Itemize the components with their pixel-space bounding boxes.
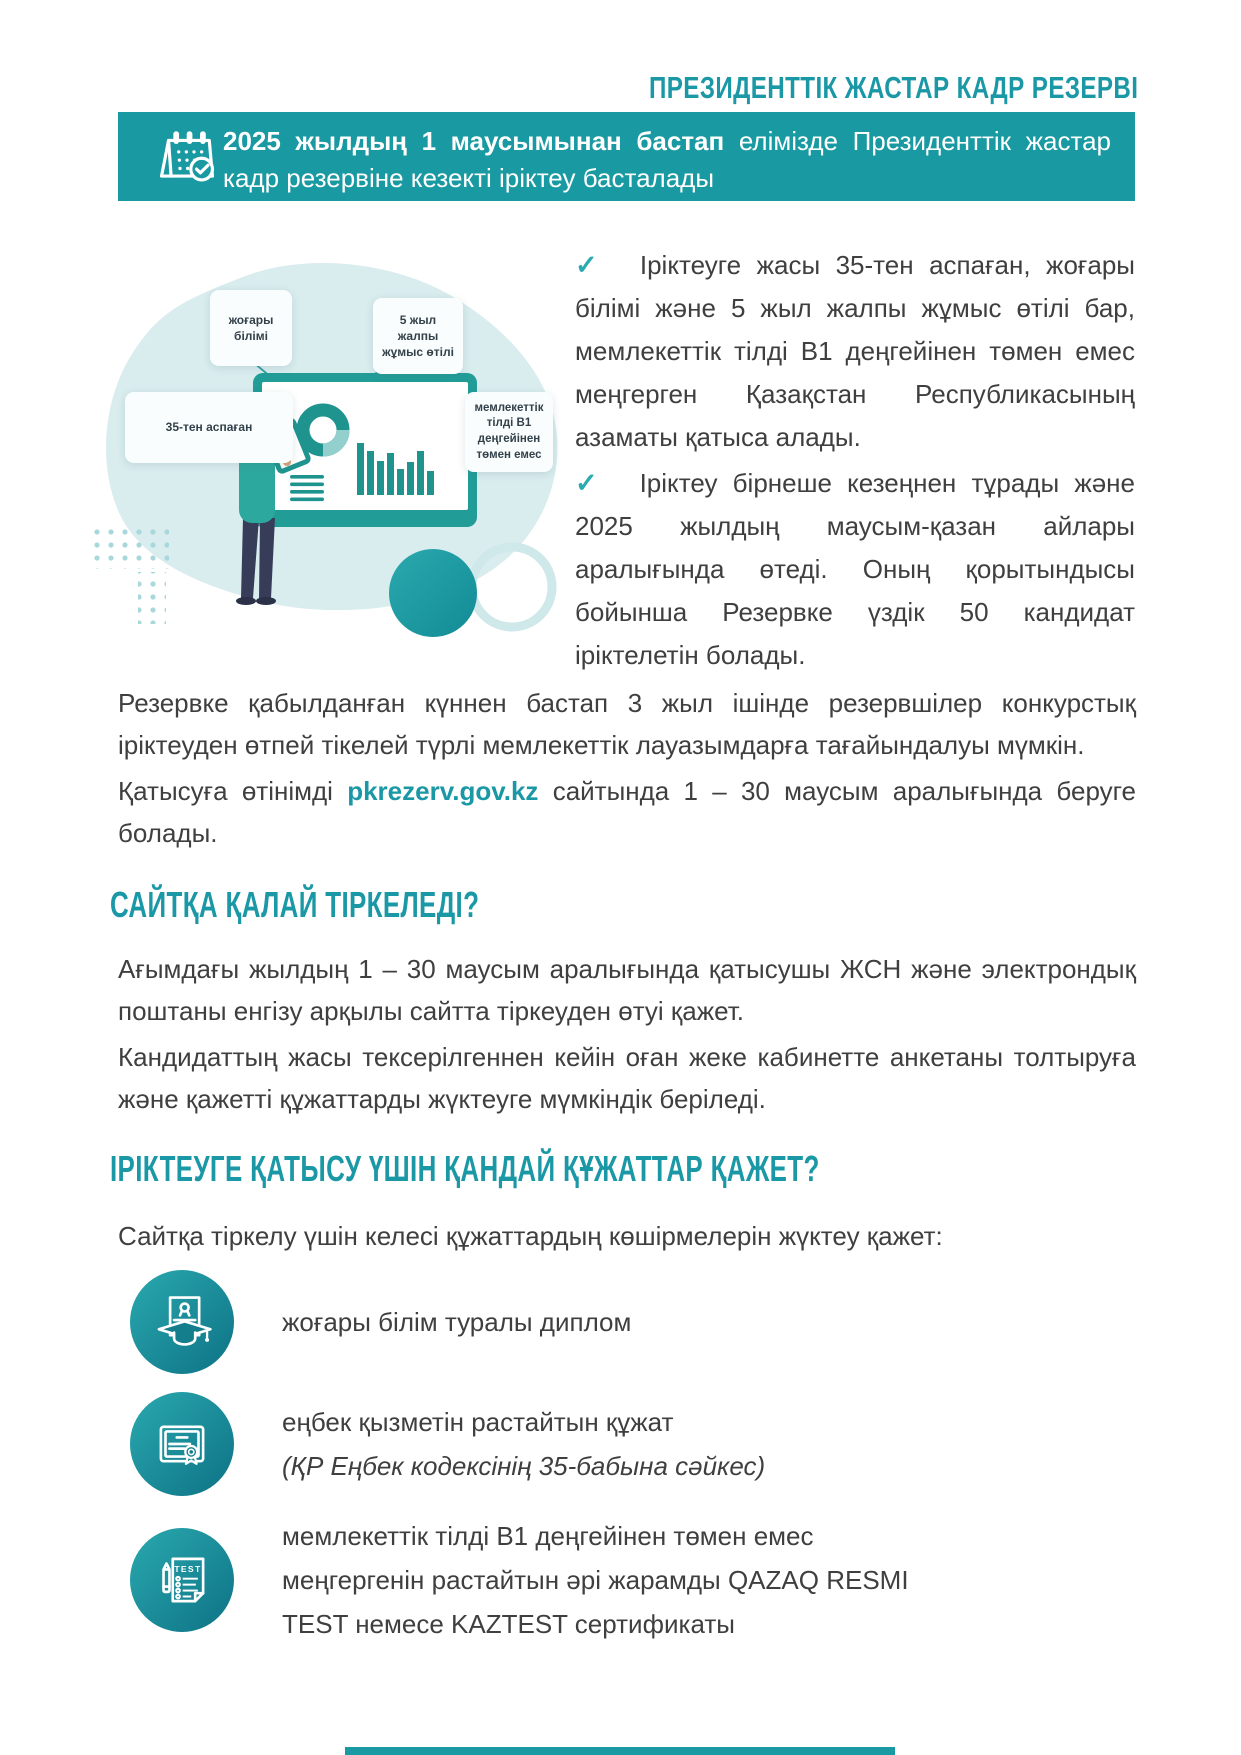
requirement-item xyxy=(575,244,1135,459)
register-paragraph-1: Ағымдағы жылдың 1 – 30 маусым аралығында қатысушы ЖСН және электрондық поштаны енгізу арқылы сайтта тіркеуден өтуі қажет. xyxy=(118,954,1136,1026)
check-icon: ✓ xyxy=(575,468,606,498)
label-experience: 5 жыл жалпы жұмыс өтілі xyxy=(373,298,463,374)
documents-intro: Сайтқа тіркелу үшін келесі құжаттардың көшірмелерін жүктеу қажет: xyxy=(118,1221,943,1251)
document-item xyxy=(130,1270,962,1374)
document-text: мемлекеттік тілді В1 деңгейінен төмен емес меңгергенін растайтын әрі жарамды QAZAQ RESMI TEST немесе KAZTEST сертификаты xyxy=(282,1521,909,1639)
requirement-item xyxy=(575,462,1135,677)
intro-paragraph: Резервке қабылданған күннен бастап 3 жыл ішінде резервшілер конкурстық іріктеуден өтпей тікелей түрлі мемлекеттік лауазымдарға тағайындалуы мүмкін. xyxy=(118,688,1136,760)
banner-rest: елімізде Президенттік жастар кадр резервіне кезекті іріктеу басталады xyxy=(223,126,1111,193)
register-paragraph-2: Кандидаттың жасы тексерілгеннен кейін оған жеке кабинетте анкетаны толтыруға және қажетті құжаттарды жүктеуге мүмкіндік беріледі. xyxy=(118,1042,1136,1114)
test-certificate-icon xyxy=(130,1528,234,1632)
document-text: еңбек қызметін растайтын құжат (ҚР Еңбек кодексінің 35-бабына сәйкес) xyxy=(282,1407,766,1481)
banner-text xyxy=(223,123,1111,197)
footer-accent-bar xyxy=(345,1747,895,1755)
teal-circle xyxy=(389,549,477,637)
pkrezerv-link[interactable]: pkrezerv.gov.kz xyxy=(347,776,539,806)
document-text: жоғары білім туралы диплом xyxy=(282,1307,632,1337)
calendar-check-icon xyxy=(152,125,222,189)
announcement-banner xyxy=(118,112,1135,201)
label-language: мемлекеттік тілді B1 деңгейінен төмен емес xyxy=(465,392,553,472)
certificate-icon xyxy=(130,1392,234,1496)
banner-date-bold: 2025 жылдың 1 маусымынан бастап xyxy=(223,126,725,156)
section-heading-documents: ІРІКТЕУГЕ ҚАТЫСУ ҮШІН ҚАНДАЙ ҚҰЖАТТАР ҚАЖЕТ? xyxy=(110,1148,820,1189)
diploma-icon xyxy=(130,1270,234,1374)
section-heading-register: САЙТҚА ҚАЛАЙ ТІРКЕЛЕДІ? xyxy=(110,884,480,925)
document-item xyxy=(130,1514,962,1646)
svg-text:TEST: TEST xyxy=(174,1564,202,1575)
requirements-illustration xyxy=(80,230,580,640)
check-icon: ✓ xyxy=(575,250,606,280)
ring-circle xyxy=(472,547,552,627)
label-age: 35-тен аспаған xyxy=(125,392,293,463)
label-education: жоғары білімі xyxy=(210,290,292,366)
requirement-text: Іріктеуге жасы 35-тен аспаған, жоғары білімі және 5 жыл жалпы жұмыс өтілі бар, мемлекеттік тілді В1 деңгейінен төмен емес меңгерген Қазақстан Республикасының азаматы қатыса алады. xyxy=(575,250,1135,452)
document-item xyxy=(130,1392,962,1496)
page-title: ПРЕЗИДЕНТТІК ЖАСТАР КАДР РЕЗЕРВІ xyxy=(648,70,1138,105)
requirement-text: Іріктеу бірнеше кезеңнен тұрады және 2025 жылдың маусым-қазан айлары аралығында өтеді. Оның қорытындысы бойынша Резервке үздік 50 кандидат іріктелетін болады. xyxy=(575,468,1135,670)
application-paragraph: Қатысуға өтінімді pkrezerv.gov.kz сайтында 1 – 30 маусым аралығында беруге болады. xyxy=(118,776,1136,848)
